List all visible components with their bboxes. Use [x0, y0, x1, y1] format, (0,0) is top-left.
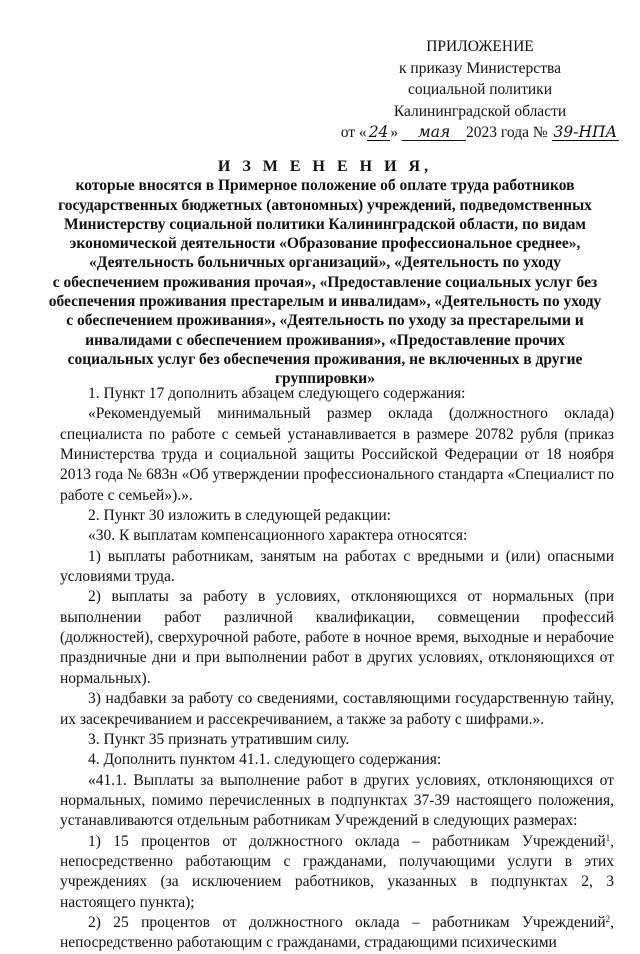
title-line: «Деятельность больничных организаций», «Деятельность по уходу: [89, 254, 561, 272]
paragraph-2: «Рекомендуемый минимальный размер оклада (должностного оклада) специалиста по работе с семьей устанавливается в размере 20782 рубля (приказ Министерства труда и социальной защиты Российской Федерации от 18 ноября 2013 года № 683н «Об утверждении профессионального стандарта «Специалист по работе с семьей»).».: [60, 405, 614, 504]
title-line: которые вносятся в Примерное положение об оплате труда работников: [75, 177, 575, 195]
appendix-line-3: Калининградской области: [393, 102, 567, 120]
date-day: 24: [368, 123, 389, 141]
document-title: [40, 157, 610, 389]
paragraph-7: 3) надбавки за работу со сведениями, составляющими государственную тайну, их засекречиванием и рассекречиванием, а также за работу с шифрами.».: [60, 690, 614, 728]
paragraph-1: 1. Пункт 17 дополнить абзацем следующего содержания:: [88, 385, 466, 402]
date-year: 2023 года №: [466, 124, 548, 141]
title-line: Министерству социальной политики Калининградской области, по видам: [63, 215, 586, 233]
appendix-title: ПРИЛОЖЕНИЕ: [426, 38, 534, 55]
paragraph-8: 3. Пункт 35 признать утратившим силу.: [88, 730, 350, 748]
date-month: мая: [402, 124, 466, 141]
title-heading: И З М Е Н Е Н И Я,: [217, 158, 433, 175]
paragraph-12: [60, 913, 614, 954]
appendix-line-1: к приказу Министерства: [399, 59, 561, 77]
title-line: экономической деятельности «Образование профессиональное среднее»,: [69, 235, 581, 253]
paragraph-12-rest: , непосредственно работающим с гражданами, страдающими психическими: [60, 913, 614, 952]
paragraph-4: «30. К выплатам компенсационного характера относятся:: [88, 527, 468, 545]
paragraph-10: «41.1. Выплаты за выполнение работ в других условиях, отклоняющихся от нормальных, помимо перечисленных в подпунктах 37-39 настоящего положения, устанавливаются отдельным работникам Учреждений в следующих размерах:: [60, 771, 614, 830]
paragraph-11-rest: , непосредственно работающим с гражданами, получающими услуги в этих учреждениях (за исключением работников, указанных в подпунктах 2, 3 настоящего пункта);: [60, 832, 614, 911]
title-line: с обеспечением проживания», «Деятельность по уходу за престарелыми и: [66, 312, 584, 330]
paragraph-12-text: 2) 25 процентов от должностного оклада – работникам Учреждений: [88, 913, 606, 931]
paragraph-5: 1) выплаты работникам, занятым на работах с вредными и (или) опасными условиями труда.: [60, 547, 614, 586]
order-number: 39-НПА: [553, 123, 618, 141]
paragraph-6: 2) выплаты за работу в условиях, отклоняющихся от нормальных (при выполнении работ различной квалификации, совмещении профессий (должностей), сверхурочной работе, работе в ночное время, выходные и нерабочие праздничные дни и при выполнении работ в других условиях, отклоняющихся от нормальных).: [60, 588, 614, 687]
appendix-date-line: [330, 122, 630, 144]
paragraph-11-text: 1) 15 процентов от должностного оклада – работникам Учреждений: [88, 832, 606, 850]
document-body: [60, 384, 614, 954]
appendix-header: [330, 36, 630, 144]
paragraph-3: 2. Пункт 30 изложить в следующей редакции:: [88, 507, 391, 525]
title-line: группировки»: [275, 370, 375, 388]
title-line: с обеспечением проживания прочая», «Предоставление социальных услуг без: [52, 273, 598, 291]
title-line: государственных бюджетных (автономных) учреждений, подведомственных: [58, 196, 592, 214]
title-line: обеспечения проживания престарелым и инвалидам», «Деятельность по уходу: [48, 293, 602, 311]
date-prefix: от «: [340, 124, 367, 141]
footnote-marker: 1: [605, 832, 611, 843]
title-line: инвалидами с обеспечением проживания», «Предоставление прочих: [85, 331, 565, 349]
footnote-marker: 2: [605, 913, 611, 924]
date-mid: »: [390, 124, 399, 141]
paragraph-11: [60, 832, 614, 913]
title-line: социальных услуг без обеспечения проживания, не включенных в другие: [67, 350, 583, 368]
paragraph-9: 4. Дополнить пунктом 41.1. следующего содержания:: [88, 751, 442, 769]
appendix-line-2: социальной политики: [407, 81, 553, 98]
